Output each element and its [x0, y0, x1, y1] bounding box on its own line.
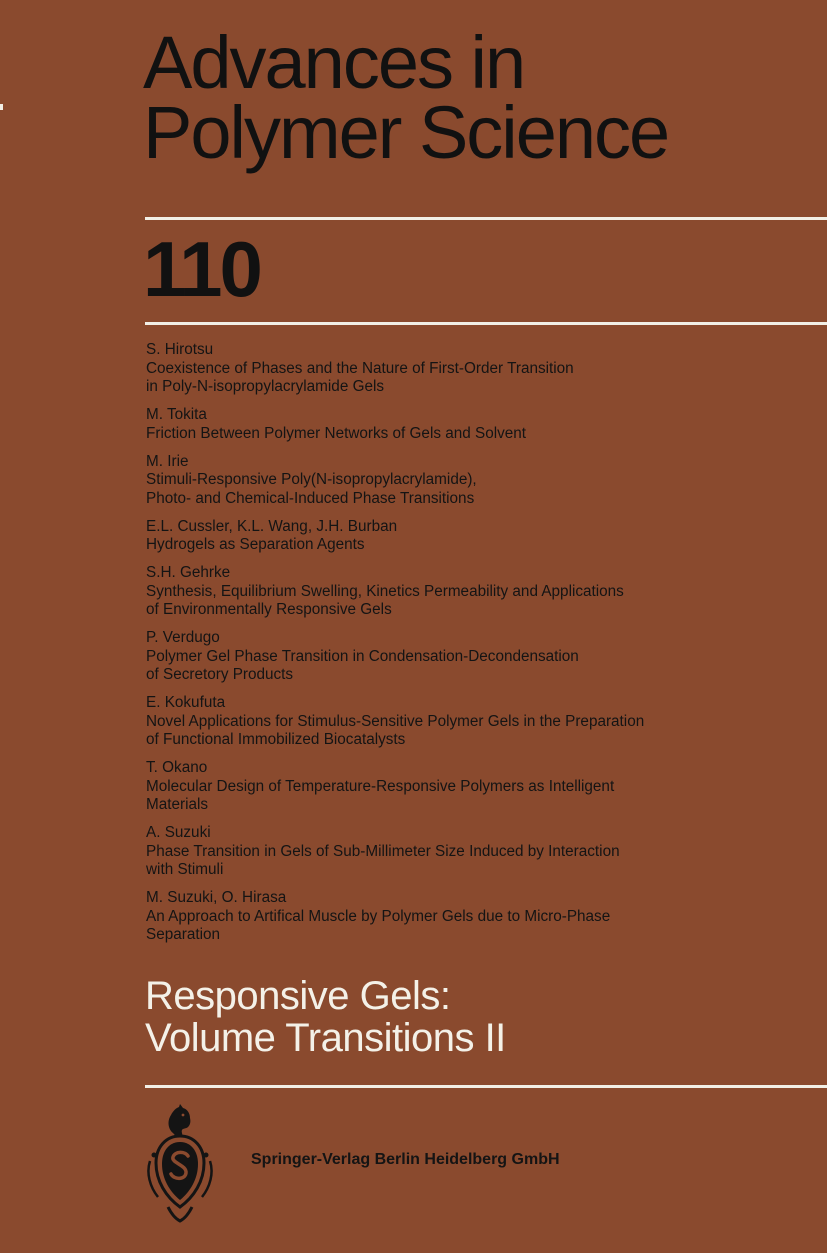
- entry-author: E. Kokufuta: [146, 694, 226, 711]
- entry-title-line: with Stimuli: [146, 861, 224, 878]
- contents-entry: [146, 694, 746, 750]
- contents-list: [146, 341, 746, 945]
- volume-title-line-1: Responsive Gels:: [145, 974, 451, 1018]
- entry-title-line: in Poly-N-isopropylacrylamide Gels: [146, 378, 385, 395]
- volume-title-line-2: Volume Transitions II: [145, 1016, 506, 1060]
- entry-title-line: of Environmentally Responsive Gels: [146, 601, 392, 618]
- entry-author: S.H. Gehrke: [146, 564, 231, 581]
- entry-title-line: Friction Between Polymer Networks of Gels and Solvent: [146, 424, 527, 442]
- divider-contents: [145, 322, 827, 325]
- entry-author: A. Suzuki: [146, 824, 211, 841]
- entry-title-line: Polymer Gel Phase Transition in Condensation-Decondensation: [146, 647, 579, 665]
- entry-author: M. Suzuki, O. Hirasa: [146, 889, 287, 906]
- edge-mark: [0, 104, 3, 110]
- entry-title-line: Stimuli-Responsive Poly(N-isopropylacrylamide),: [146, 471, 477, 488]
- contents-entry: [146, 629, 746, 685]
- entry-title-line: Separation: [146, 926, 220, 943]
- entry-author: M. Irie: [146, 452, 189, 470]
- publisher-name: Springer-Verlag Berlin Heidelberg GmbH: [251, 1151, 560, 1168]
- entry-author: E.L. Cussler, K.L. Wang, J.H. Burban: [146, 517, 398, 535]
- entry-author: T. Okano: [146, 759, 208, 776]
- contents-entry: [146, 889, 746, 945]
- contents-entry: [146, 453, 746, 509]
- entry-title-line: Materials: [146, 796, 209, 813]
- volume-number: 110: [143, 225, 260, 313]
- divider-top: [145, 217, 827, 220]
- entry-title-line: Molecular Design of Temperature-Responsive Polymers as Intelligent: [146, 777, 615, 795]
- entry-author: S. Hirotsu: [146, 341, 214, 358]
- entry-title-line: Novel Applications for Stimulus-Sensitive Polymer Gels in the Preparation: [146, 712, 645, 730]
- series-title-line-2: Polymer Science: [143, 91, 669, 174]
- entry-title-line: An Approach to Artifical Muscle by Polymer Gels due to Micro-Phase: [146, 907, 611, 925]
- contents-entry: [146, 341, 746, 397]
- contents-entry: [146, 759, 746, 815]
- entry-author: M. Tokita: [146, 406, 207, 423]
- contents-entry: [146, 824, 746, 880]
- entry-title-line: of Functional Immobilized Biocatalysts: [146, 731, 406, 748]
- entry-title-line: Synthesis, Equilibrium Swelling, Kinetics Permeability and Applications: [146, 582, 624, 600]
- entry-title-line: Hydrogels as Separation Agents: [146, 536, 365, 553]
- series-title-line-1: Advances in: [143, 21, 525, 104]
- entry-title-line: Photo- and Chemical-Induced Phase Transitions: [146, 489, 475, 507]
- volume-title: [145, 975, 506, 1059]
- divider-bottom: [145, 1085, 827, 1088]
- contents-entry: [146, 518, 746, 555]
- entry-author: P. Verdugo: [146, 629, 220, 646]
- contents-entry: [146, 564, 746, 620]
- springer-knight-icon: [146, 1103, 214, 1223]
- entry-title-line: Phase Transition in Gels of Sub-Millimeter Size Induced by Interaction: [146, 842, 620, 860]
- entry-title-line: Coexistence of Phases and the Nature of First-Order Transition: [146, 359, 574, 377]
- contents-entry: [146, 406, 746, 443]
- series-title: [143, 21, 823, 174]
- entry-title-line: of Secretory Products: [146, 666, 294, 683]
